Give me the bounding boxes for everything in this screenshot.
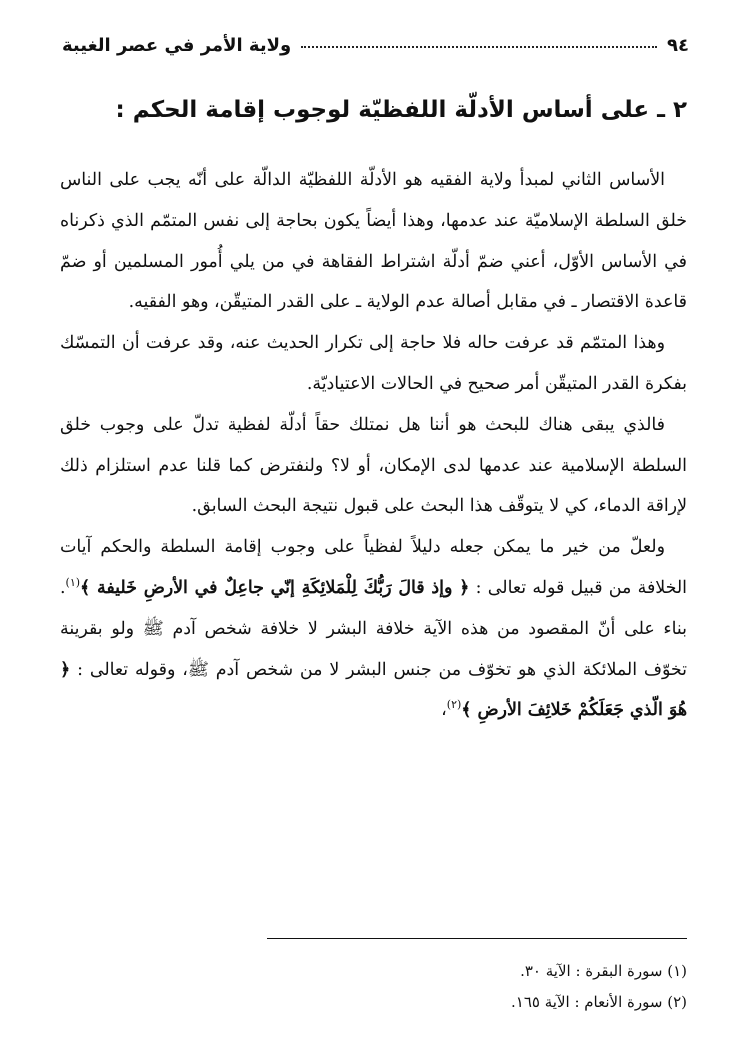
footnote-2: (٢) سورة الأنعام : الآية ١٦٥. — [511, 993, 687, 1011]
footnote-separator — [267, 938, 687, 939]
paragraph-4-middle: . بناء على أنّ المقصود من هذه الآية خلافة البشر لا خلافة شخص آدم ﷺ ولو بقرينة تخوّف الملائكة الذي هو تخوّف من جنس البشر لا من شخص آدم ﷺ، وقوله تعالى : — [60, 577, 687, 680]
paragraph-4 — [60, 527, 687, 731]
paragraph-1: الأساس الثاني لمبدأ ولاية الفقيه هو الأدلّة اللفظيّة الدالّة على أنّه يجب على الناس خلق السلطة الإسلاميّة عند عدمها، وهذا أيضاً يكون بحاجة إلى نفس المتمّم الذي ذكرناه في الأساس الأوّل، أعني ضمّ أدلّة اشتراط الفقاهة في من يلي أُمور المسلمين أو ضمّ قاعدة الاقتصار ـ في مقابل أصالة عدم الولاية ـ على القدر المتيقّن، وهو الفقيه. — [60, 170, 687, 313]
paragraph-2: وهذا المتمّم قد عرفت حاله فلا حاجة إلى تكرار الحديث عنه، وقد عرفت أن التمسّك بفكرة القدر المتيقّن أمر صحيح في الحالات الاعتياديّة. — [60, 333, 687, 394]
body-text — [60, 160, 687, 731]
paragraph-4-intro: ولعلّ من خير ما يمكن جعله دليلاً لفظياً على وجوب إقامة السلطة والحكم آيات الخلافة من قبيل قوله تعالى : — [60, 537, 688, 598]
footnote-reference-1[interactable]: (١) — [65, 576, 81, 590]
paragraph-3: فالذي يبقى هناك للبحث هو أننا هل نمتلك حقاً أدلّة لفظية تدلّ على وجوب خلق السلطة الإسلامية عند عدمها لدى الإمكان، أو لا؟ ولنفترض كما قلنا عدم استلزام ذلك لإراقة الدماء، كي لا يتوقّف هذا البحث على قبول نتيجة البحث السابق. — [60, 414, 687, 517]
page-number: ٩٤ — [667, 34, 689, 56]
footnotes — [60, 956, 687, 1018]
dotted-leader — [301, 34, 657, 48]
quran-verse-2: ﴿ هُوَ الّذي جَعَلَكُمْ خَلائِفَ الأرضِ ﴾ — [60, 659, 687, 721]
quran-verse-1: ﴿ وإذ قالَ رَبُّكَ لِلْمَلائِكَةِ إنّي جاعِلٌ في الأرضِ خَليفة ﴾ — [80, 577, 470, 598]
footnote-reference-2[interactable]: (٢) — [446, 698, 462, 712]
running-header — [62, 30, 689, 60]
running-title: ولاية الأمر في عصر الغيبة — [62, 34, 292, 56]
section-heading: ٢ ـ على أساس الأدلّة اللفظيّة لوجوب إقامة الحكم : — [115, 97, 687, 123]
footnote-1: (١) سورة البقرة : الآية ٣٠. — [520, 962, 687, 980]
paragraph-4-end: ، — [441, 700, 447, 721]
